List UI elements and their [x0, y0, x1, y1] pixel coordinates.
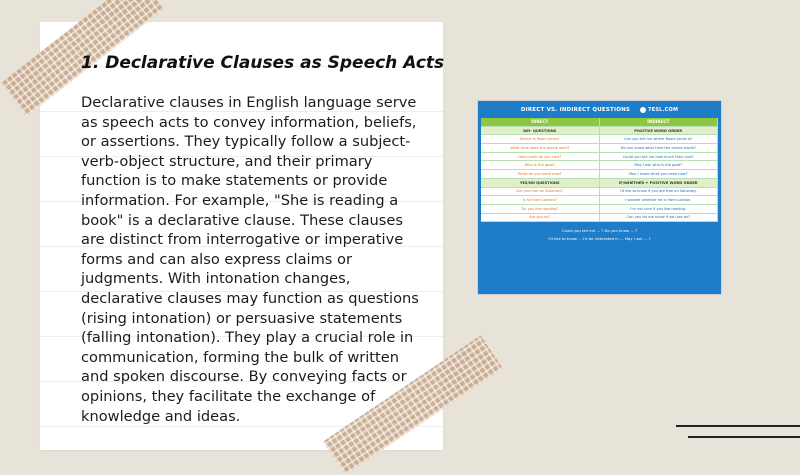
decorative-line: [676, 425, 800, 427]
brand-name: 7ESL.COM: [648, 106, 679, 113]
decorative-line: [688, 436, 800, 438]
indirect-question-cell: I wonder whether he is from London.: [600, 196, 719, 205]
indirect-question-cell: May I know what you need now?: [600, 170, 719, 179]
section-label: WH- QUESTIONS: [481, 127, 600, 136]
indirect-question-cell: Can you let me know if you are ok?: [600, 214, 719, 223]
footer-phrases-line: Could you tell me ... ? Do you know ... ?: [561, 228, 638, 234]
direct-question-cell: What time does the movie start?: [481, 144, 600, 153]
direct-question-cell: How much do you cost?: [481, 153, 600, 162]
indirect-question-cell: I'm not sure if you like reading.: [600, 205, 719, 214]
direct-indirect-questions-infographic: [477, 100, 722, 295]
slide-body-text: Declarative clauses in English language serve as speech acts to convey information, beliefs, or assertions. They typically follow a subject-verb-object structure, and their primary function is to make statements or provide information. For example, "She is reading a book" is a declarative clause. These clauses are distinct from interrogative or imperative forms and can also express claims or judgments. With intonation changes, declarative clauses may function as questions (rising intonation) or persuasive statements (falling intonation). They play a crucial role in communication, forming the bulk of written and spoken discourse. By conveying facts or opinions, they facilitate the exchange of knowledge and ideas.: [81, 94, 419, 425]
indirect-question-cell: I'd like to know if you are free on Saturday.: [600, 188, 719, 197]
section-label: IF/WHETHER + POSITIVE WORD ORDER: [600, 179, 719, 188]
direct-question-cell: Who is the goat?: [481, 161, 600, 170]
direct-question-cell: Where is Room Jones?: [481, 135, 600, 144]
infographic-footer: [478, 222, 721, 243]
infographic-header: [478, 101, 721, 118]
direct-question-cell: Are you ok?: [481, 214, 600, 223]
indirect-question-cell: Can you tell me where Room Jones is?: [600, 135, 719, 144]
brand-logo-icon: [640, 107, 646, 113]
footer-phrases-line: I'd like to know ... I'd be interested in ... May I ask ... ?: [548, 236, 651, 242]
direct-question-cell: Do you like reading?: [481, 205, 600, 214]
section-label: YES/NO QUESTIONS: [481, 179, 600, 188]
infographic-heading: DIRECT VS. INDIRECT QUESTIONS: [520, 106, 631, 113]
indirect-question-cell: Do you know what time the movie starts?: [600, 144, 719, 153]
direct-question-cell: Is he from London?: [481, 196, 600, 205]
slide-title: 1. Declarative Clauses as Speech Acts: [81, 53, 445, 73]
direct-question-cell: Are you free on Saturday?: [481, 188, 600, 197]
col-header-indirect: INDIRECT: [600, 118, 719, 127]
direct-question-cell: What do you need now?: [481, 170, 600, 179]
indirect-question-cell: Could you tell me how much they cost?: [600, 153, 719, 162]
infographic-table: [481, 118, 718, 222]
col-header-direct: DIRECT: [481, 118, 600, 127]
infographic-brand: [640, 107, 678, 113]
indirect-question-cell: May I ask who is the goat?: [600, 161, 719, 170]
section-label: POSITIVE WORD ORDER: [600, 127, 719, 136]
